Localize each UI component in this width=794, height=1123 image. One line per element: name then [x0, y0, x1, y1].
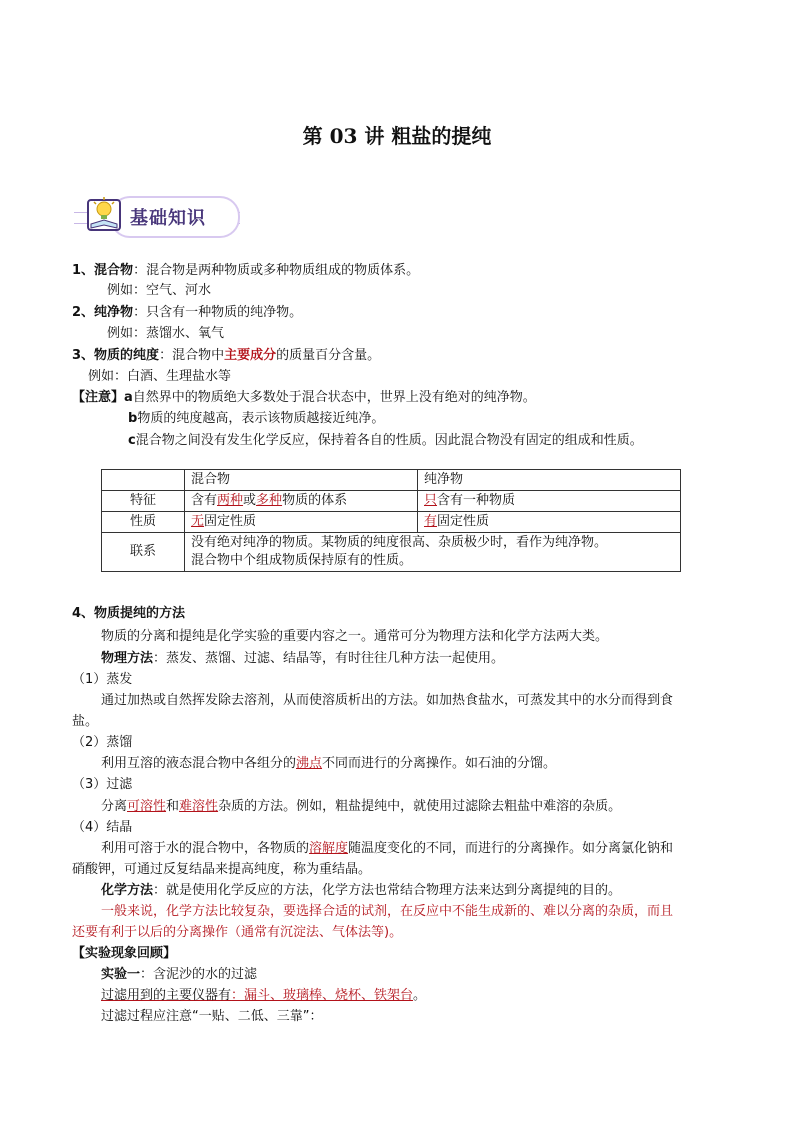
comparison-table — [101, 469, 681, 572]
feature-pure-cell — [418, 491, 681, 512]
note-b — [128, 410, 384, 428]
note-key: c — [128, 433, 136, 448]
def-text: 的质量百分含量。 — [276, 348, 381, 363]
row-label-relation: 联系 — [102, 533, 185, 572]
relation-line: 没有绝对纯净的物质。某物质的纯度很高、杂质极少时，看作为纯净物。 — [191, 535, 608, 550]
method-crystallization-text — [101, 840, 673, 858]
method-distillation-text — [101, 755, 556, 773]
term-pure: 纯净物 — [94, 305, 134, 320]
experiment-heading: 【实验现象回顾】 — [72, 946, 177, 961]
para-text: 不同而进行的分离操作。如石油的分馏。 — [322, 756, 557, 771]
note-text: 混合物之间没有发生化学反应，保持着各自的性质。因此混合物没有固定的组成和性质。 — [135, 433, 643, 448]
item-number: 2、 — [72, 305, 95, 320]
item-number: 3、 — [72, 348, 95, 363]
chemical-label: 化学方法 — [101, 883, 154, 898]
experiment-note: 过滤过程应注意“一贴、二低、三靠”： — [101, 1009, 323, 1024]
highlight-soluble: 可溶性 — [127, 799, 167, 814]
table-row — [102, 512, 681, 533]
cell-text: 物质的体系 — [282, 493, 348, 508]
chemical-text: ：就是使用化学反应的方法，化学方法也常结合物理方法来达到分离提纯的目的。 — [153, 883, 622, 898]
para-text: 分离 — [101, 799, 128, 814]
def-text: ：混合物中 — [159, 348, 225, 363]
chemical-note-line2: 还要有利于以后的分离操作（通常有沉淀法、气体法等)。 — [72, 925, 403, 940]
experiment-label: 实验一 — [101, 967, 141, 982]
para-text: 利用可溶于水的混合物中，各物质的 — [101, 841, 310, 856]
cell-text: 或 — [243, 493, 257, 508]
term-purity: 物质的纯度 — [94, 348, 160, 363]
example-mixture: 例如：空气、河水 — [107, 283, 212, 298]
cell-text: 固定性质 — [437, 514, 490, 529]
highlight-only: 只 — [424, 493, 438, 508]
method-crystallization-text-cont: 硝酸钾，可通过反复结晶来提高纯度，称为重结晶。 — [72, 862, 372, 877]
physical-methods — [101, 650, 504, 668]
method-filtration-heading: （3）过滤 — [72, 777, 133, 792]
row-label-feature: 特征 — [102, 491, 185, 512]
relation-cell — [185, 533, 681, 572]
table-header-row — [102, 470, 681, 491]
highlight-insoluble: 难溶性 — [179, 799, 219, 814]
table-header-cell — [102, 470, 185, 491]
section4-intro: 物质的分离和提纯是化学实验的重要内容之一。通常可分为物理方法和化学方法两大类。 — [101, 629, 609, 644]
method-filtration-text — [101, 798, 621, 816]
section4-heading: 4、物质提纯的方法 — [72, 606, 186, 621]
chemical-note-line1: 一般来说，化学方法比较复杂，要选择合适的试剂，在反应中不能生成新的、难以分离的杂质，而且 — [101, 904, 674, 919]
def-purity — [72, 347, 380, 365]
def-text: ：混合物是两种物质或多种物质组成的物质体系。 — [133, 263, 420, 278]
highlight-solubility: 溶解度 — [309, 841, 349, 856]
example-pure: 例如：蒸馏水、氧气 — [107, 326, 225, 341]
highlight-none: 无 — [191, 514, 205, 529]
instruments-text: 过滤用到的主要仪器有 — [101, 988, 232, 1003]
feature-mixture-cell — [185, 491, 418, 512]
highlight-many: 多种 — [256, 493, 283, 508]
term-mixture: 混合物 — [94, 263, 134, 278]
experiment-instruments — [101, 987, 426, 1005]
lightbulb-book-icon — [86, 194, 124, 232]
note-text: 自然界中的物质绝大多数处于混合状态中，世界上没有绝对的纯净物。 — [132, 390, 536, 405]
def-pure — [72, 304, 302, 322]
para-text: 利用互溶的液态混合物中各组分的 — [101, 756, 297, 771]
def-mixture — [72, 262, 419, 280]
physical-text: ：蒸发、蒸馏、过滤、结晶等，有时往往几种方法一起使用。 — [153, 651, 505, 666]
para-text: 和 — [166, 799, 180, 814]
method-evaporation-text-cont: 盐。 — [72, 714, 99, 729]
highlight-boiling-point: 沸点 — [296, 756, 323, 771]
highlight-two: 两种 — [217, 493, 244, 508]
example-purity: 例如：白酒、生理盐水等 — [88, 369, 232, 384]
cell-text: 固定性质 — [204, 514, 257, 529]
experiment-text: ：含泥沙的水的过滤 — [140, 967, 258, 982]
note-a — [72, 389, 536, 407]
para-text: 随温度变化的不同，而进行的分离操作。如分离氯化钠和 — [348, 841, 674, 856]
badge-label: 基础知识 — [130, 208, 206, 229]
section-badge — [74, 192, 240, 242]
para-text: 杂质的方法。例如，粗盐提纯中，就使用过滤除去粗盐中难溶的杂质。 — [218, 799, 622, 814]
note-c — [128, 432, 643, 450]
physical-label: 物理方法 — [101, 651, 154, 666]
prop-mixture-cell — [185, 512, 418, 533]
highlight-has: 有 — [424, 514, 438, 529]
cell-text: 含有一种物质 — [437, 493, 516, 508]
note-key: a — [124, 390, 133, 405]
table-header-cell: 纯净物 — [418, 470, 681, 491]
method-distillation-heading: （2）蒸馏 — [72, 735, 133, 750]
def-text: ：只含有一种物质的纯净物。 — [133, 305, 303, 320]
item-number: 1、 — [72, 263, 95, 278]
instruments-text: 。 — [413, 988, 427, 1003]
highlight-main-component: 主要成分 — [224, 348, 277, 363]
experiment-title — [101, 966, 257, 984]
method-evaporation-text: 通过加热或自然挥发除去溶剂，从而使溶质析出的方法。如加热食盐水，可蒸发其中的水分而得到食 — [101, 693, 674, 708]
method-crystallization-heading: （4）结晶 — [72, 820, 133, 835]
cell-text: 含有 — [191, 493, 218, 508]
relation-line: 混合物中个组成物质保持原有的性质。 — [191, 553, 413, 568]
chemical-methods — [101, 882, 621, 900]
table-row — [102, 533, 681, 572]
page-title: 第 03 讲 粗盐的提纯 — [302, 124, 492, 148]
prop-pure-cell — [418, 512, 681, 533]
instruments-answer: ：漏斗、玻璃棒、烧杯、铁架台 — [231, 988, 414, 1003]
note-text: 物质的纯度越高，表示该物质越接近纯净。 — [137, 411, 385, 426]
note-key: b — [128, 411, 138, 426]
note-label: 【注意】 — [72, 390, 125, 405]
table-header-cell: 混合物 — [185, 470, 418, 491]
row-label-property: 性质 — [102, 512, 185, 533]
table-row — [102, 491, 681, 512]
method-evaporation-heading: （1）蒸发 — [72, 672, 133, 687]
